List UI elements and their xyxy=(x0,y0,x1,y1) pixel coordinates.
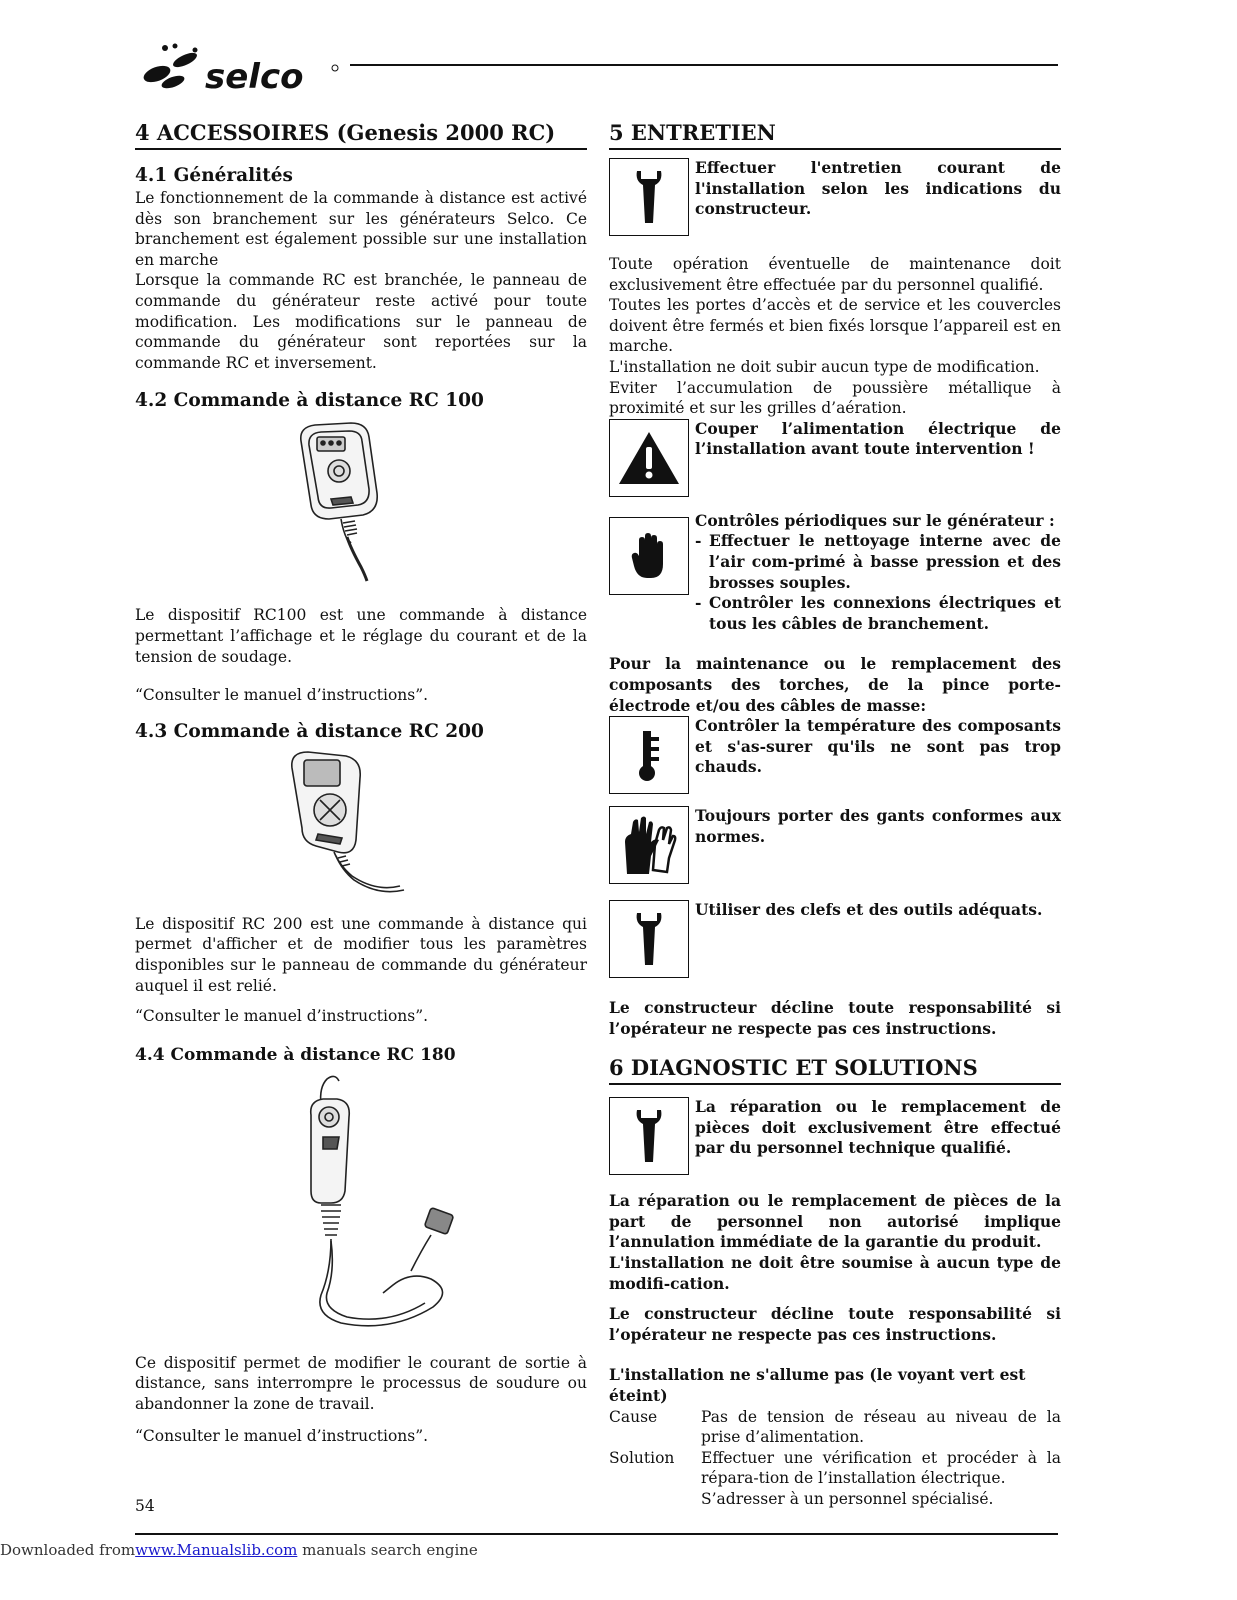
footer-prefix: Downloaded from xyxy=(0,1541,136,1559)
maintenance-notice-5 xyxy=(609,806,1061,884)
maintenance-paragraph-6: Le constructeur décline toute responsabilité si l’opérateur ne respecte pas ces instructions. xyxy=(609,998,1061,1038)
svg-text:selco: selco xyxy=(205,57,304,97)
section-4-4-title: 4.4 Commande à distance RC 180 xyxy=(135,1044,456,1065)
wrench-icon xyxy=(609,1097,689,1175)
section-4-title: 4 ACCESSOIRES (Genesis 2000 RC) xyxy=(135,120,587,150)
section-4-3-paragraph-1: Le dispositif RC 200 est une commande à distance qui permet d'afficher et de modifier tous les paramètres disponibles sur le panneau de commande du générateur auquel il est relié. xyxy=(135,914,587,995)
page-number: 54 xyxy=(135,1497,155,1515)
solution-text-1: Effectuer une vérification et procéder à la répara-tion de l’installation électrique. xyxy=(701,1448,1061,1488)
maintenance-paragraph-4: Eviter l’accumulation de poussière métallique à proximité et sur les grilles d’aération. xyxy=(609,378,1061,418)
maintenance-paragraph-3: L'installation ne doit subir aucun type de modification. xyxy=(609,357,1040,376)
solution-text-2: S’adresser à un personnel spécialisé. xyxy=(701,1490,994,1508)
maintenance-notice-5-text: Toujours porter des gants conformes aux normes. xyxy=(695,806,1061,846)
diagnostic-problem-title: L'installation ne s'allume pas (le voyant vert est éteint) xyxy=(609,1365,1026,1406)
cause-text: Pas de tension de réseau au niveau de la prise d’alimentation. xyxy=(701,1407,1061,1447)
maintenance-paragraph-5: Pour la maintenance ou le remplacement des composants des torches, de la pince porte-électrode et/ou des câbles de masse: xyxy=(609,654,1061,715)
maintenance-notice-3-item-2: - Contrôler les connexions électriques et tous les câbles de branchement. xyxy=(695,593,1061,633)
manualslib-link[interactable]: www.Manualslib.com xyxy=(135,1541,298,1559)
right-column xyxy=(609,120,1061,1510)
solution-label: Solution xyxy=(609,1448,675,1467)
maintenance-notice-6 xyxy=(609,900,1061,978)
header-rule xyxy=(350,64,1058,66)
maintenance-notice-3-content xyxy=(695,511,1061,635)
section-6-title: 6 DIAGNOSTIC ET SOLUTIONS xyxy=(609,1055,1061,1085)
diagnostic-solution-row xyxy=(609,1448,1061,1510)
solution-text xyxy=(701,1448,1061,1510)
section-4-1-title: 4.1 Généralités xyxy=(135,165,293,186)
section-4-4-paragraph-1: Ce dispositif permet de modifier le courant de sortie à distance, sans interrompre le processus de soudure ou abandonner la zone de travail. xyxy=(135,1353,587,1413)
section-4-4-paragraph-2: “Consulter le manuel d’instructions”. xyxy=(135,1427,429,1446)
maintenance-notice-3 xyxy=(609,511,1061,635)
diagnostic-notice-1 xyxy=(609,1097,1061,1175)
diagnostic-paragraph-2: L'installation ne doit être soumise à aucun type de modifi-cation. xyxy=(609,1253,1061,1293)
section-4-3-title: 4.3 Commande à distance RC 200 xyxy=(135,720,484,742)
left-column xyxy=(135,120,587,1447)
thermometer-icon xyxy=(609,716,689,794)
section-4-2-title: 4.2 Commande à distance RC 100 xyxy=(135,390,484,412)
selco-logo xyxy=(135,38,345,98)
maintenance-notice-1-text: Effectuer l'entretien courant de l'installation selon les indications du constructeur. xyxy=(695,158,1061,219)
selco-logo-graphic xyxy=(135,38,345,98)
maintenance-notice-1 xyxy=(609,158,1061,236)
diagnostic-paragraph-1: La réparation ou le remplacement de pièces de la part de personnel non autorisé implique l’annulation immédiate de la garantie du produit. xyxy=(609,1191,1061,1252)
cause-label: Cause xyxy=(609,1407,658,1426)
footer xyxy=(0,1541,478,1559)
gloves-icon xyxy=(609,806,689,884)
rc200-illustration xyxy=(276,748,446,900)
wrench-icon xyxy=(609,158,689,236)
maintenance-paragraph-1: Toute opération éventuelle de maintenance doit exclusivement être effectuée par du personnel qualifié. xyxy=(609,255,1061,294)
maintenance-notice-3-item-2-text: Contrôler les connexions électriques et tous les câbles de branchement. xyxy=(709,593,1061,633)
diagnostic-paragraph-3: Le constructeur décline toute responsabilité si l’opérateur ne respecte pas ces instructions. xyxy=(609,1304,1061,1344)
diagnostic-cause-row xyxy=(609,1407,1061,1448)
section-4-2-paragraph-2: “Consulter le manuel d’instructions”. xyxy=(135,686,429,705)
maintenance-notice-2 xyxy=(609,419,1061,497)
footer-suffix: manuals search engine xyxy=(297,1541,478,1559)
wrench-icon xyxy=(609,900,689,978)
footer-rule xyxy=(135,1533,1058,1535)
rc100-illustration xyxy=(281,419,441,587)
maintenance-notice-6-text: Utiliser des clefs et des outils adéquats. xyxy=(695,900,1043,920)
maintenance-notice-3-item-1: - Effectuer le nettoyage interne avec de l’air com-primé à basse pression et des brosses souples. xyxy=(695,531,1061,592)
diagnostic-notice-1-text: La réparation ou le remplacement de pièces doit exclusivement être effectué par du personnel technique qualifié. xyxy=(695,1097,1061,1158)
rc180-illustration xyxy=(261,1071,461,1341)
hand-icon xyxy=(609,517,689,595)
section-4-2-paragraph-1: Le dispositif RC100 est une commande à distance permettant l’affichage et le réglage du courant et de la tension de soudage. xyxy=(135,606,587,666)
section-4-3-paragraph-2: “Consulter le manuel d’instructions”. xyxy=(135,1007,429,1026)
maintenance-notice-2-text: Couper l’alimentation électrique de l’installation avant toute intervention ! xyxy=(695,418,1061,459)
maintenance-notice-4 xyxy=(609,716,1061,794)
maintenance-notice-3-item-1-text: Effectuer le nettoyage interne avec de l’air com-primé à basse pression et des brosses souples. xyxy=(709,531,1061,592)
section-5-title: 5 ENTRETIEN xyxy=(609,120,1061,150)
maintenance-paragraph-2: Toutes les portes d’accès et de service et les couvercles doivent être fermés et bien fixés lorsque l’appareil est en marche. xyxy=(609,296,1061,356)
warning-triangle-icon xyxy=(609,419,689,497)
section-4-1-paragraph-1: Le fonctionnement de la commande à distance est activé dès son branchement sur les générateurs Selco. Ce branchement est également possible sur une installation en marche xyxy=(135,189,587,269)
section-4-1-paragraph-2: Lorsque la commande RC est branchée, le panneau de commande du générateur reste activé pour toute modification. Les modifications sur le panneau de commande du générateur sont reportées sur la commande RC et inversement. xyxy=(135,271,587,372)
maintenance-notice-3-title: Contrôles périodiques sur le générateur : xyxy=(695,510,1055,530)
maintenance-notice-4-text: Contrôler la température des composants et s'as-surer qu'ils ne sont pas trop chauds. xyxy=(695,716,1061,777)
